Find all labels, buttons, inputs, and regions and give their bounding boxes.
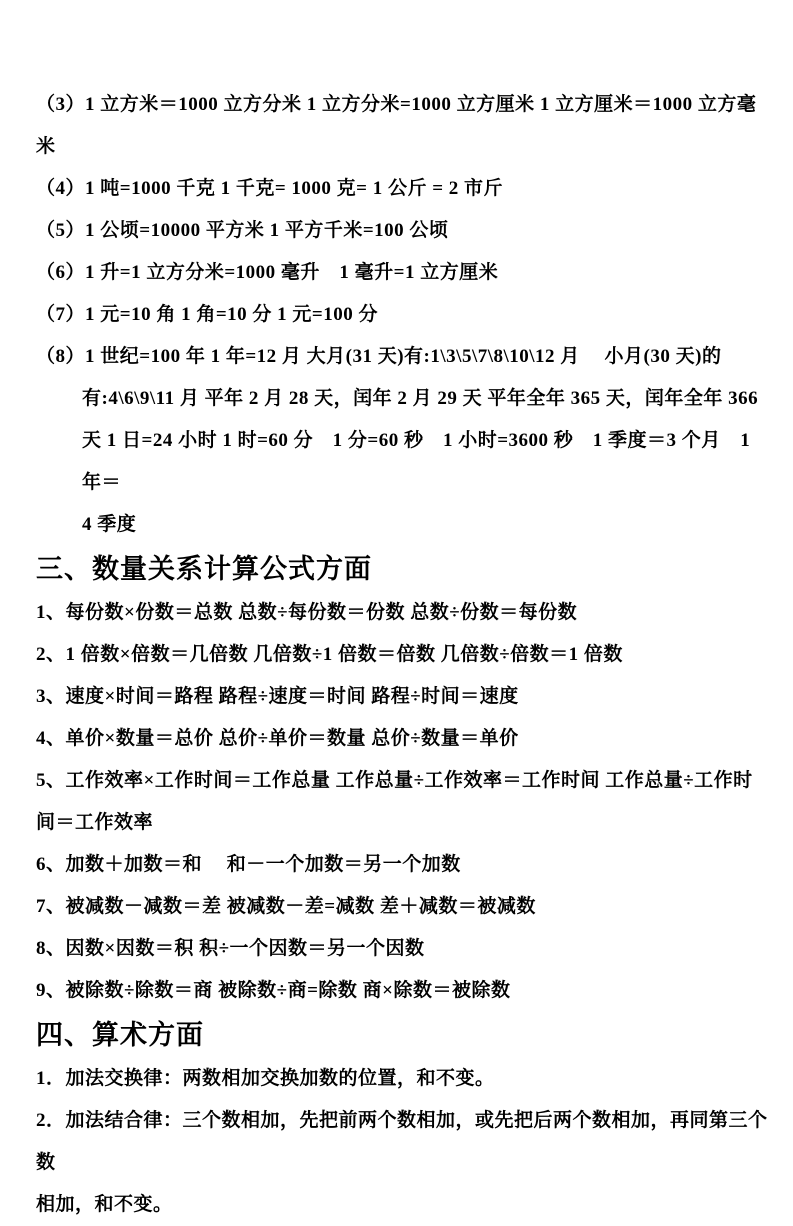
text-line: 7、被减数－减数＝差 被减数－差=减数 差＋减数＝被减数 [36,896,536,917]
text-line: 相加，和不变。 [36,1194,173,1215]
text-line: （3）1 立方米＝1000 立方分米 1 立方分米=1000 立方厘米 1 立方厘米＝1000 立方毫米 [36,94,757,157]
text-line: 8、因数×因数＝积 积÷一个因数＝另一个因数 [36,938,425,959]
text-line: 2、1 倍数×倍数＝几倍数 几倍数÷1 倍数＝倍数 几倍数÷倍数＝1 倍数 [36,644,623,665]
text-line: （6）1 升=1 立方分米=1000 毫升 1 毫升=1 立方厘米 [36,262,499,283]
section-heading: 三、数量关系计算公式方面 [36,554,372,584]
text-line: 2．加法结合律：三个数相加，先把前两个数相加，或先把后两个数相加，再同第三个数 [36,1110,768,1173]
text-line: 1．加法交换律：两数相加交换加数的位置，和不变。 [36,1068,495,1089]
text-line: 6、加数＋加数＝和 和－一个加数＝另一个加数 [36,854,461,875]
text-line: 1、每份数×份数＝总数 总数÷每份数＝份数 总数÷份数＝每份数 [36,602,578,623]
text-line: 9、被除数÷除数＝商 被除数÷商=除数 商×除数＝被除数 [36,980,511,1001]
text-line: 4、单价×数量＝总价 总价÷单价＝数量 总价÷数量＝单价 [36,728,519,749]
text-line: （7）1 元=10 角 1 角=10 分 1 元=100 分 [36,304,378,325]
text-line: 天 1 日=24 小时 1 时=60 分 1 分=60 秒 1 小时=3600 秒 1 季度＝3 个月 1 年＝ [82,430,756,493]
text-line: 5、工作效率×工作时间＝工作总量 工作总量÷工作效率＝工作时间 工作总量÷工作时 [36,770,753,791]
text-line: （4）1 吨=1000 千克 1 千克= 1000 克= 1 公斤 = 2 市斤 [36,178,504,199]
text-line: （5）1 公顷=10000 平方米 1 平方千米=100 公顷 [36,220,449,241]
text-line: 有:4\6\9\11 月 平年 2 月 28 天，闰年 2 月 29 天 平年全年 365 天，闰年全年 366 [82,388,759,409]
text-line: 3、速度×时间＝路程 路程÷速度＝时间 路程÷时间＝速度 [36,686,519,707]
text-line: （8）1 世纪=100 年 1 年=12 月 大月(31 天)有:1\3\5\7\8\10\12 月 小月(30 天)的 [36,346,722,367]
section-heading: 四、算术方面 [36,1020,204,1050]
text-line: 4 季度 [82,514,137,535]
text-line: 间＝工作效率 [36,812,154,833]
